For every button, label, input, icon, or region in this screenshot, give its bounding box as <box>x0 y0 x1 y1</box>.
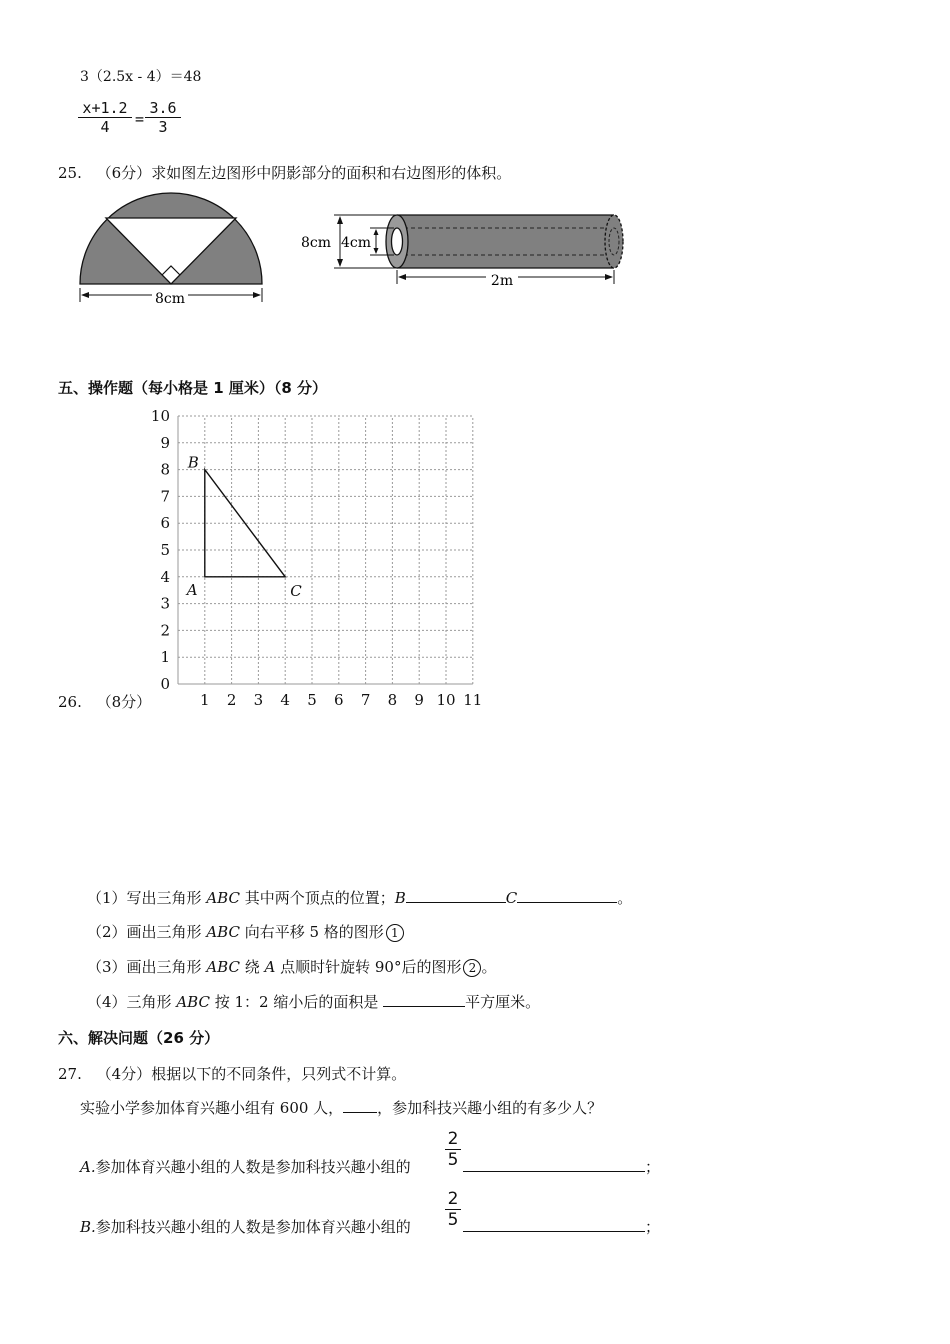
inner-arrow-up <box>374 229 379 235</box>
sub4-end: 平方厘米。 <box>465 993 541 1011</box>
option-a-end: ； <box>645 1158 661 1176</box>
q26-sub4 <box>87 991 540 1012</box>
answer-blank-b[interactable] <box>406 902 506 903</box>
y-tick-label: 3 <box>160 594 170 613</box>
sub4-prefix: （4）三角形 <box>87 993 177 1011</box>
q27-text: 根据以下的不同条件，只列式不计算。 <box>151 1065 407 1083</box>
arrow-right <box>253 292 261 298</box>
equation-2-rhs-fraction <box>145 99 181 136</box>
section-6-title: 六、解决问题（26 分） <box>58 1029 220 1047</box>
length-arrow-left <box>398 274 406 280</box>
semicircle-figure <box>74 190 274 312</box>
answer-blank-c[interactable] <box>517 902 617 903</box>
x-tick-label: 8 <box>387 691 398 709</box>
q26-score: （8分） <box>96 693 152 711</box>
x-tick-label: 1 <box>200 691 210 709</box>
option-b <box>80 1216 411 1237</box>
x-tick-label: 9 <box>414 691 424 709</box>
vertex-a-label: A <box>186 580 198 599</box>
y-tick-label: 9 <box>160 433 170 452</box>
equation-2-rhs-numerator: 3.6 <box>149 99 177 117</box>
y-tick-label: 10 <box>150 407 170 425</box>
width-label: 8cm <box>154 291 186 307</box>
equation-2-rhs-denominator: 3 <box>158 118 168 136</box>
circled-number-2: 2 <box>463 959 481 977</box>
sub3-end: 。 <box>481 958 497 976</box>
arrow-left <box>81 292 89 298</box>
vertex-a-label: A <box>264 958 276 976</box>
answer-blank-a[interactable] <box>463 1171 645 1172</box>
outer-arrow-down <box>337 259 343 267</box>
condition-blank[interactable] <box>343 1112 377 1113</box>
y-tick-label: 7 <box>160 487 170 506</box>
answer-blank-area[interactable] <box>383 1006 465 1007</box>
option-b-letter: B. <box>80 1218 96 1236</box>
length-arrow-right <box>605 274 613 280</box>
triangle-abc <box>205 470 285 577</box>
sub1-end: 。 <box>617 889 633 907</box>
circled-number-1: 1 <box>386 924 404 942</box>
option-a-letter: A. <box>80 1158 96 1176</box>
x-tick-label: 4 <box>280 691 290 709</box>
pipe-figure <box>298 200 638 295</box>
sub4-text: 按 1：2 缩小后的面积是 <box>209 993 384 1011</box>
y-tick-label: 0 <box>160 675 170 693</box>
option-a-text: 参加体育兴趣小组的人数是参加科技兴趣小组的 <box>95 1158 411 1176</box>
y-tick-label: 6 <box>160 514 170 533</box>
fraction-numerator: 2 <box>447 1189 459 1209</box>
sub3-prefix: （3）画出三角形 <box>87 958 207 976</box>
answer-blank-b2[interactable] <box>463 1231 645 1232</box>
triangle-name: ABC <box>206 958 240 976</box>
q27-score: （4分） <box>96 1065 152 1083</box>
q27-heading <box>58 1063 406 1084</box>
outer-diameter-label: 8cm <box>301 235 332 251</box>
triangle-name: ABC <box>176 993 210 1011</box>
q25-text: 求如图左边图形中阴影部分的面积和右边图形的体积。 <box>151 164 512 182</box>
option-a <box>80 1156 411 1177</box>
q26-sub2 <box>87 921 404 942</box>
q27-number: 27. <box>58 1065 82 1083</box>
vertex-b-label: B <box>187 453 199 472</box>
y-tick-label: 5 <box>160 541 170 559</box>
x-tick-label: 7 <box>360 691 371 709</box>
sub2-prefix: （2）画出三角形 <box>87 923 207 941</box>
option-b-text: 参加科技兴趣小组的人数是参加体育兴趣小组的 <box>95 1218 411 1236</box>
equation-1: 3（2.5x - 4）＝48 <box>80 69 202 85</box>
stem-before: 实验小学参加体育兴趣小组有 600 人， <box>80 1099 344 1117</box>
fraction-denominator: 5 <box>447 1150 459 1170</box>
equation-2-lhs-fraction <box>78 99 132 136</box>
sub2-text: 向右平移 5 格的图形 <box>239 923 384 941</box>
vertex-c-label: C <box>505 889 518 907</box>
fraction-denominator: 5 <box>447 1210 459 1230</box>
fraction-numerator: 2 <box>447 1129 459 1149</box>
x-tick-label: 2 <box>226 691 237 709</box>
y-tick-label: 2 <box>160 621 170 640</box>
option-b-fraction <box>445 1189 461 1230</box>
option-a-answer <box>463 1156 660 1177</box>
section-5-title: 五、操作题（每小格是 1 厘米）（8 分） <box>58 379 328 397</box>
q26-sub1 <box>87 887 632 908</box>
sub1-text: 其中两个顶点的位置； <box>239 889 395 907</box>
q25-score: （6分） <box>96 164 152 182</box>
coordinate-grid <box>140 404 500 714</box>
q25-number: 25. <box>58 164 82 182</box>
outer-arrow-up <box>337 216 343 224</box>
x-tick-label: 10 <box>436 691 456 709</box>
triangle-name: ABC <box>206 889 240 907</box>
pipe-left-hole <box>392 228 403 255</box>
y-tick-label: 8 <box>160 460 170 479</box>
triangle-name: ABC <box>206 923 240 941</box>
y-tick-label: 1 <box>160 648 170 667</box>
option-a-fraction <box>445 1129 461 1170</box>
sub3-text-1: 绕 <box>239 958 265 976</box>
option-b-answer <box>463 1216 660 1237</box>
vertex-b-label: B <box>394 889 406 907</box>
q26-sub3 <box>87 956 496 977</box>
q25-heading <box>58 162 511 183</box>
x-tick-label: 6 <box>334 691 344 709</box>
equation-2-lhs-denominator: 4 <box>100 118 110 136</box>
q26-heading <box>58 691 151 712</box>
option-b-end: ； <box>645 1218 661 1236</box>
inner-arrow-down <box>374 248 379 254</box>
length-label: 2m <box>490 273 514 289</box>
x-tick-label: 3 <box>253 691 264 709</box>
sub3-text-2: 点顺时针旋转 90°后的图形 <box>275 958 462 976</box>
sub1-prefix: （1）写出三角形 <box>87 889 207 907</box>
stem-after: ，参加科技兴趣小组的有多少人？ <box>377 1099 603 1117</box>
equation-2-lhs-numerator: x+1.2 <box>82 99 128 117</box>
x-tick-label: 11 <box>463 691 483 709</box>
q27-stem <box>80 1097 602 1118</box>
q26-number: 26. <box>58 693 82 711</box>
x-tick-label: 5 <box>307 691 317 709</box>
vertex-c-label: C <box>290 581 302 600</box>
inner-diameter-label: 4cm <box>341 235 372 251</box>
pipe-right-end <box>605 215 623 268</box>
pipe-body <box>397 215 614 268</box>
equation-2-equals: = <box>135 110 145 128</box>
y-tick-label: 4 <box>160 567 170 586</box>
